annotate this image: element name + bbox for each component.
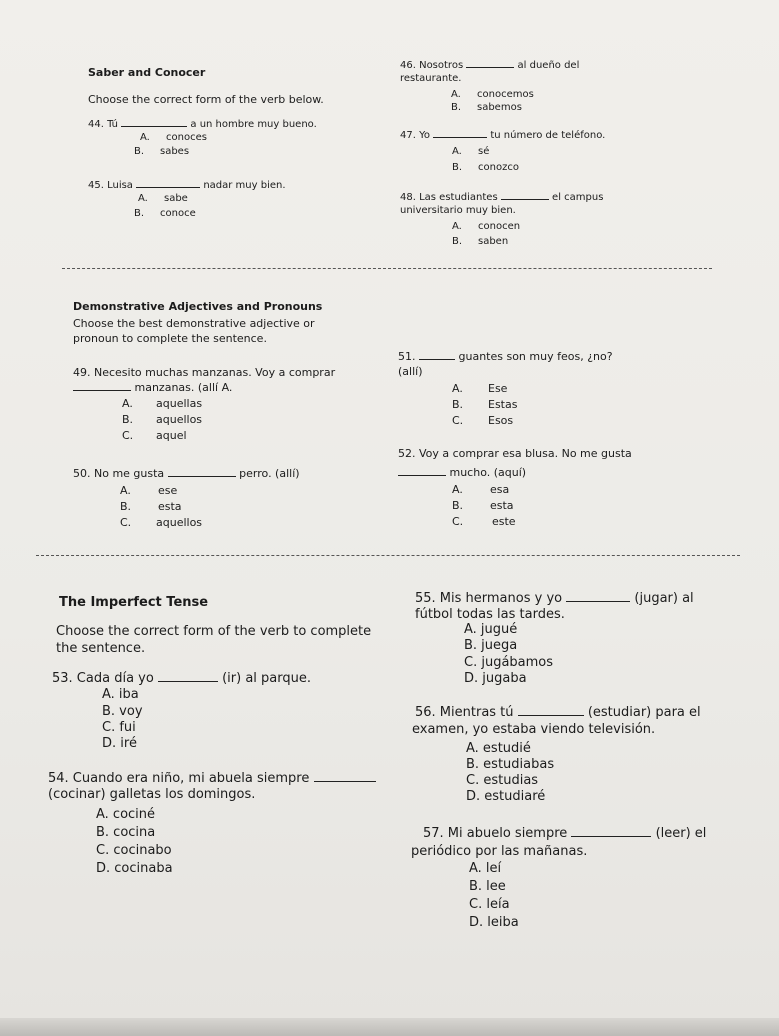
- question-49: 49. Necesito muchas manzanas. Voy a comprar: [73, 366, 336, 379]
- question-55: 55. Mis hermanos y yo (jugar) al: [415, 591, 694, 606]
- question-51-line2: (allí): [398, 365, 423, 378]
- answer-blank: [501, 190, 549, 200]
- option-50-b: B. esta: [120, 500, 182, 513]
- option-51-b: B. Estas: [452, 398, 518, 411]
- answer-blank: [466, 58, 514, 68]
- question-48: 48. Las estudiantes el campus: [400, 192, 604, 203]
- question-56-line2: examen, yo estaba viendo televisión.: [412, 722, 656, 737]
- question-56: 56. Mientras tú (estudiar) para el: [415, 705, 701, 720]
- option-49-a: A. aquellas: [122, 397, 203, 410]
- question-57: 57. Mi abuelo siempre (leer) el: [423, 826, 707, 841]
- question-54: 54. Cuando era niño, mi abuela siempre: [48, 771, 376, 786]
- option-53-c: C. fui: [102, 720, 136, 735]
- answer-blank: [158, 672, 218, 682]
- section-title-demonstratives: Demonstrative Adjectives and Pronouns: [73, 300, 323, 313]
- option-44-b: B. sabes: [134, 146, 190, 157]
- answer-blank: [121, 117, 187, 127]
- option-52-c: C. este: [452, 515, 516, 528]
- answer-blank: [168, 467, 236, 477]
- option-53-b: B. voy: [102, 704, 143, 719]
- page-edge-shadow: [0, 1018, 779, 1036]
- question-51: 51. guantes son muy feos, ¿no?: [398, 350, 613, 363]
- option-55-d: D. jugaba: [464, 671, 527, 686]
- question-46-line2: restaurante.: [400, 73, 462, 84]
- section-instructions: Choose the correct form of the verb below.: [88, 93, 324, 106]
- option-48-b: B. saben: [452, 236, 509, 247]
- answer-blank: [398, 466, 446, 476]
- question-50: 50. No me gusta perro. (allí): [73, 467, 300, 480]
- option-46-a: A. conocemos: [451, 89, 534, 100]
- question-52-line2: mucho. (aquí): [398, 466, 526, 479]
- option-53-a: A. iba: [102, 687, 139, 702]
- section-title-saber-conocer: Saber and Conocer: [88, 66, 206, 79]
- section-instructions-line2: pronoun to complete the sentence.: [73, 332, 267, 345]
- option-57-b: B. lee: [469, 879, 506, 894]
- answer-blank: [314, 772, 376, 782]
- section-instructions-line2: the sentence.: [56, 641, 146, 656]
- question-52: 52. Voy a comprar esa blusa. No me gusta: [398, 447, 632, 460]
- question-48-line2: universitario muy bien.: [400, 205, 516, 216]
- section-title-imperfect: The Imperfect Tense: [59, 595, 209, 610]
- option-51-a: A. Ese: [452, 382, 508, 395]
- option-54-d: D. cocinaba: [96, 861, 173, 876]
- option-54-a: A. cociné: [96, 807, 156, 822]
- option-45-a: A. sabe: [138, 193, 188, 204]
- question-45: 45. Luisa nadar muy bien.: [88, 180, 286, 191]
- answer-blank: [73, 381, 131, 391]
- option-56-d: D. estudiaré: [466, 789, 546, 804]
- option-55-a: A. jugué: [464, 622, 518, 637]
- option-57-c: C. leía: [469, 897, 510, 912]
- option-57-d: D. leiba: [469, 915, 519, 930]
- answer-blank: [419, 350, 455, 360]
- section-divider: [36, 555, 740, 556]
- option-56-a: A. estudié: [466, 741, 531, 756]
- option-44-a: A. conoces: [140, 132, 207, 143]
- option-49-c: C. aquel: [122, 429, 187, 442]
- section-instructions-line1: Choose the best demonstrative adjective or: [73, 317, 315, 330]
- question-49-line2: manzanas. (allí A.: [73, 381, 232, 394]
- option-46-b: B. sabemos: [451, 102, 522, 113]
- option-47-a: A. sé: [452, 146, 490, 157]
- answer-blank: [566, 592, 630, 602]
- question-44: 44. Tú a un hombre muy bueno.: [88, 119, 317, 130]
- option-54-c: C. cocinabo: [96, 843, 172, 858]
- answer-blank: [518, 706, 584, 716]
- answer-blank: [433, 128, 487, 138]
- question-57-line2: periódico por las mañanas.: [411, 844, 588, 859]
- question-53: 53. Cada día yo (ir) al parque.: [52, 671, 311, 686]
- option-55-b: B. juega: [464, 638, 518, 653]
- option-56-b: B. estudiabas: [466, 757, 555, 772]
- question-46: 46. Nosotros al dueño del: [400, 60, 580, 71]
- option-47-b: B. conozco: [452, 162, 519, 173]
- option-53-d: D. iré: [102, 736, 137, 751]
- option-57-a: A. leí: [469, 861, 502, 876]
- option-56-c: C. estudias: [466, 773, 539, 788]
- option-52-b: B. esta: [452, 499, 514, 512]
- option-51-c: C. Esos: [452, 414, 514, 427]
- section-instructions-line1: Choose the correct form of the verb to complete: [56, 624, 372, 639]
- question-47: 47. Yo tu número de teléfono.: [400, 130, 606, 141]
- option-48-a: A. conocen: [452, 221, 521, 232]
- question-55-line2: fútbol todas las tardes.: [415, 607, 565, 622]
- section-divider: [62, 268, 712, 269]
- answer-blank: [136, 178, 200, 188]
- option-52-a: A. esa: [452, 483, 510, 496]
- option-49-b: B. aquellos: [122, 413, 203, 426]
- option-54-b: B. cocina: [96, 825, 156, 840]
- answer-blank: [571, 827, 651, 837]
- option-55-c: C. jugábamos: [464, 655, 554, 670]
- option-50-a: A. ese: [120, 484, 178, 497]
- question-54-line2: (cocinar) galletas los domingos.: [48, 787, 256, 802]
- option-50-c: C. aquellos: [120, 516, 203, 529]
- option-45-b: B. conoce: [134, 208, 196, 219]
